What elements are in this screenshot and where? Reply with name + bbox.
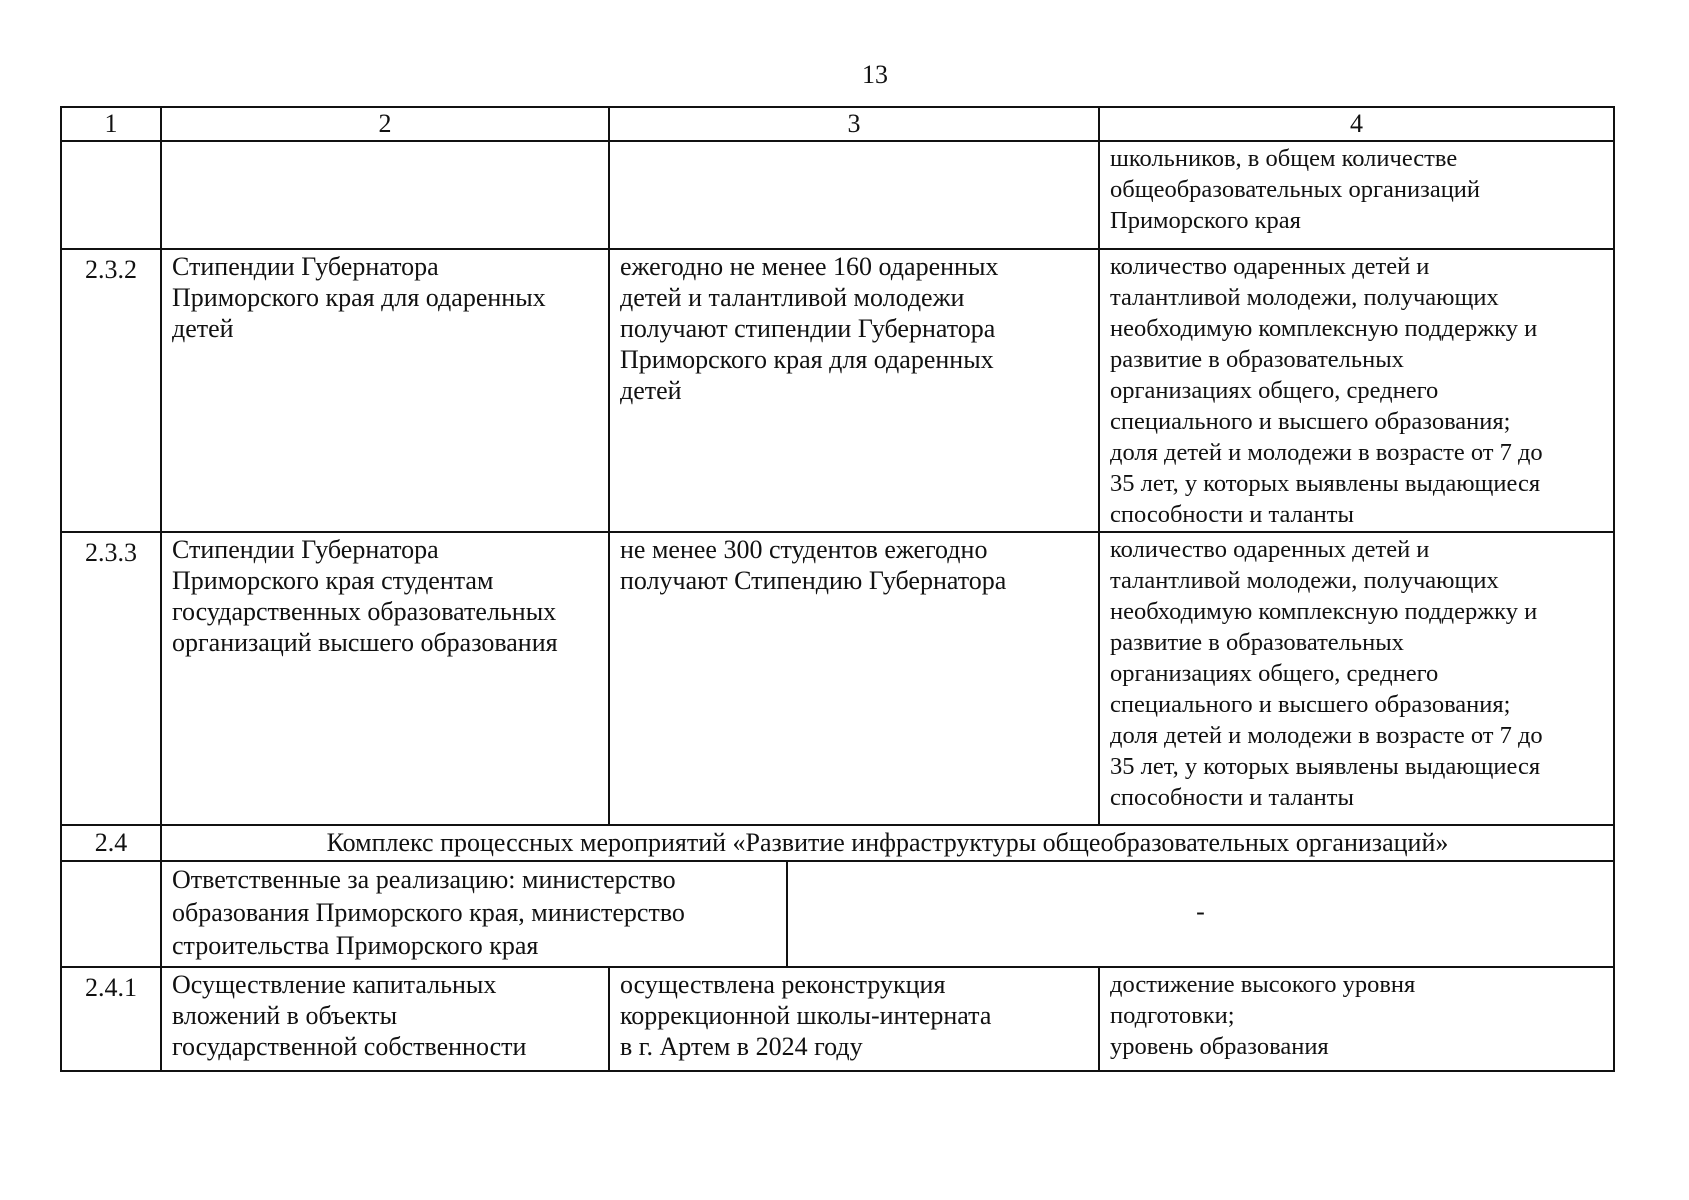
cell-activity [161,249,609,532]
text-line: уровень образования [1110,1033,1329,1060]
text-line: 35 лет, у которых выявлены выдающиеся [1110,470,1541,497]
cell-num [61,861,161,967]
header-col-3: 3 [609,107,1099,141]
text-line: образования Приморского края, министерство [172,898,685,927]
text-line: подготовки; [1110,1002,1235,1029]
text-line: необходимую комплексную поддержку и [1110,315,1538,342]
cell-num [61,141,161,249]
cell-result [609,967,1099,1071]
responsible-value: - [1196,897,1205,926]
text-line: количество одаренных детей и [1110,253,1430,280]
text-line: необходимую комплексную поддержку и [1110,598,1538,625]
text-line: доля детей и молодежи в возрасте от 7 до [1110,722,1543,749]
cell-num: 2.3.3 [61,532,161,825]
text-line: способности и таланты [1110,501,1354,528]
responsible-cell [161,861,1614,967]
text-line: способности и таланты [1110,784,1354,811]
section-row-2-4 [61,825,1614,861]
text-line: не менее 300 студентов ежегодно [620,535,988,564]
cell-indicator [1099,141,1614,249]
text-line: получают Стипендию Губернатора [620,566,1007,595]
cell-result [609,249,1099,532]
text-line: талантливой молодежи, получающих [1110,284,1499,311]
cell-activity [161,967,609,1071]
header-col-2: 2 [161,107,609,141]
text-line: государственных образовательных [172,597,557,626]
cell-indicator [1099,249,1614,532]
cell-num: 2.4.1 [61,967,161,1071]
text-line: школьников, в общем количестве [1110,145,1458,172]
text-line: Осуществление капитальных [172,970,497,999]
table-row-2-4-1 [61,967,1614,1071]
text-line: ежегодно не менее 160 одаренных [620,252,999,281]
text-line: Ответственные за реализацию: министерство [172,865,676,894]
cell-indicator [1099,532,1614,825]
table-header-row [61,107,1614,141]
text-line: Приморского края для одаренных [172,283,546,312]
cell-result [609,532,1099,825]
cell-activity [161,141,609,249]
text-line: талантливой молодежи, получающих [1110,567,1499,594]
text-line: организациях общего, среднего [1110,660,1439,687]
text-line: вложений в объекты [172,1001,398,1030]
text-line: организациях общего, среднего [1110,377,1439,404]
section-title: Комплекс процессных мероприятий «Развитие инфраструктуры общеобразовательных организаций» [161,825,1614,861]
text-line: Приморского края для одаренных [620,345,994,374]
page-number: 13 [862,60,888,89]
text-line: специального и высшего образования; [1110,691,1511,718]
text-line: организаций высшего образования [172,628,558,657]
text-line: детей и талантливой молодежи [620,283,965,312]
text-line: 35 лет, у которых выявлены выдающиеся [1110,753,1541,780]
text-line: Стипендии Губернатора [172,535,439,564]
text-line: Стипендии Губернатора [172,252,439,281]
text-line: детей [172,314,234,343]
responsible-text [162,862,788,966]
text-line: общеобразовательных организаций [1110,176,1481,203]
section-num: 2.4 [61,825,161,861]
text-line: государственной собственности [172,1032,527,1061]
table-row-continuation [61,141,1614,249]
text-line: количество одаренных детей и [1110,536,1430,563]
text-line: Приморского края студентам [172,566,494,595]
text-line: осуществлена реконструкция [620,970,946,999]
table-row-2-3-2 [61,249,1614,532]
text-line: коррекционной школы-интерната [620,1001,992,1030]
cell-activity [161,532,609,825]
text-line: развитие в образовательных [1110,629,1404,656]
text-line: строительства Приморского края [172,931,539,960]
text-line: достижение высокого уровня [1110,971,1416,998]
table-row-2-3-3 [61,532,1614,825]
responsible-row [61,861,1614,967]
text-line: Приморского края [1110,207,1301,234]
text-line: детей [620,376,682,405]
text-line: специального и высшего образования; [1110,408,1511,435]
text-line: получают стипендии Губернатора [620,314,996,343]
text-line: развитие в образовательных [1110,346,1404,373]
header-col-4: 4 [1099,107,1614,141]
cell-indicator [1099,967,1614,1071]
text-line: в г. Артем в 2024 году [620,1032,863,1061]
measures-table [60,106,1615,1072]
cell-result [609,141,1099,249]
cell-num: 2.3.2 [61,249,161,532]
text-line: доля детей и молодежи в возрасте от 7 до [1110,439,1543,466]
header-col-1: 1 [61,107,161,141]
